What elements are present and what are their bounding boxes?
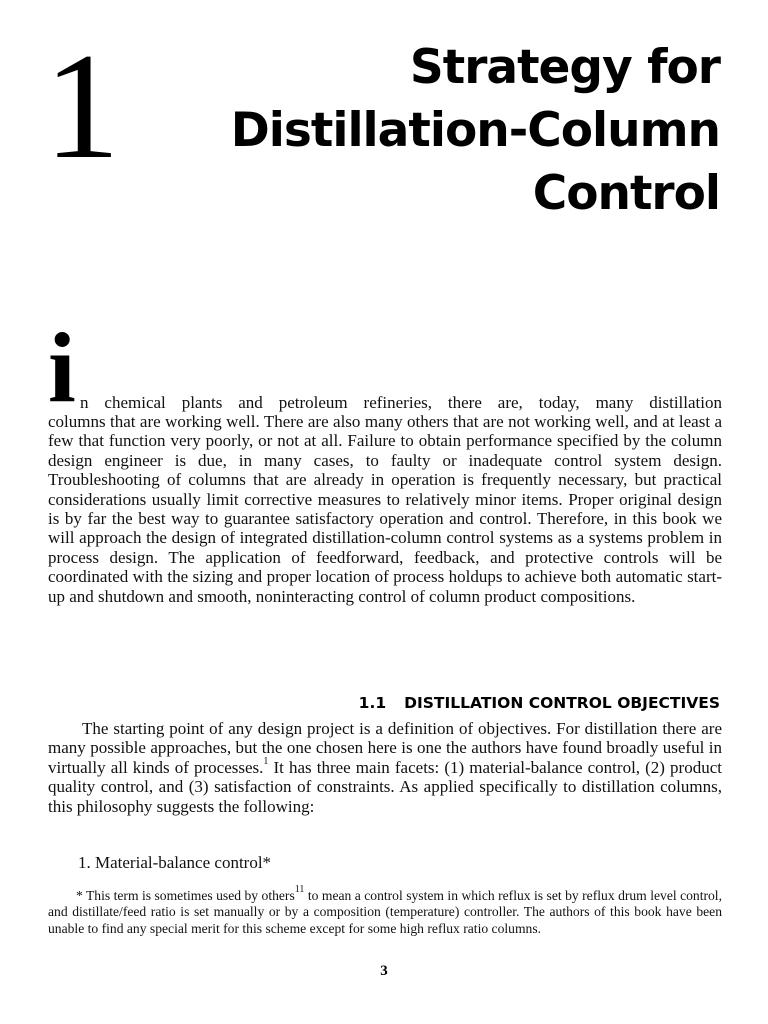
chapter-title-line-3: Control [532,166,720,221]
page-number: 3 [380,963,388,979]
section-number: 1.1 [358,694,387,712]
chapter-title [160,36,720,225]
footnote-text-2: to mean a control system in which reflux is set by reflux drum level control, and distillate/feed ratio is set manually or by a composition (temperature) controller. The authors of this book have been unable to find any special merit for this scheme except for some high reflux ratio columns. [48,888,722,936]
section-paragraph-text-1: The starting point of any design project is a definition of objectives. For distillation there are many possible approaches, but the one chosen here is one the authors have found broadly useful in virtually all kinds of processes. [48,719,722,777]
section-paragraph [48,719,722,816]
lead-paragraph-first-line: n chemical plants and petroleum refineries, there are, today, many distillation [80,393,722,412]
list-item: 1. Material-balance control* [78,853,272,872]
section-paragraph-text-2: It has three main facets: (1) material-balance control, (2) product quality control, and (3) satisfaction of constraints. As applied specifically to distillation columns, this philosophy suggests the following: [48,757,722,816]
footnote [48,884,722,937]
footnote-reference-superscript: 11 [294,884,305,896]
chapter-title-line-1: Strategy for [409,40,720,95]
chapter-number: 1 [44,22,118,190]
reference-superscript: 1 [263,756,269,768]
section-title: DISTILLATION CONTROL OBJECTIVES [404,694,720,712]
footnote-text-1: * This term is sometimes used by others [76,888,295,903]
chapter-title-line-2: Distillation-Column [230,103,720,158]
drop-cap: i [48,312,76,423]
section-heading [359,693,720,713]
lead-paragraph: columns that are working well. There are also many others that are not working well, and at least a few that function very poorly, or not at all. Failure to obtain performance specified by the column design engineer is due, in many cases, to faulty or inadequate control system design. Troubleshooting of columns that are already in operation is frequently necessary, but practical considerations usually limit corrective measures to relatively minor items. Proper original design is by far the best way to guarantee satisfactory operation and control. Therefore, in this book we will approach the design of integrated distillation-column control systems as a systems problem in process design. The application of feedforward, feedback, and protective controls will be coordinated with the sizing and proper location of process holdups to achieve both automatic start-up and shutdown and smooth, noninteracting control of column product compositions. [48,412,722,606]
